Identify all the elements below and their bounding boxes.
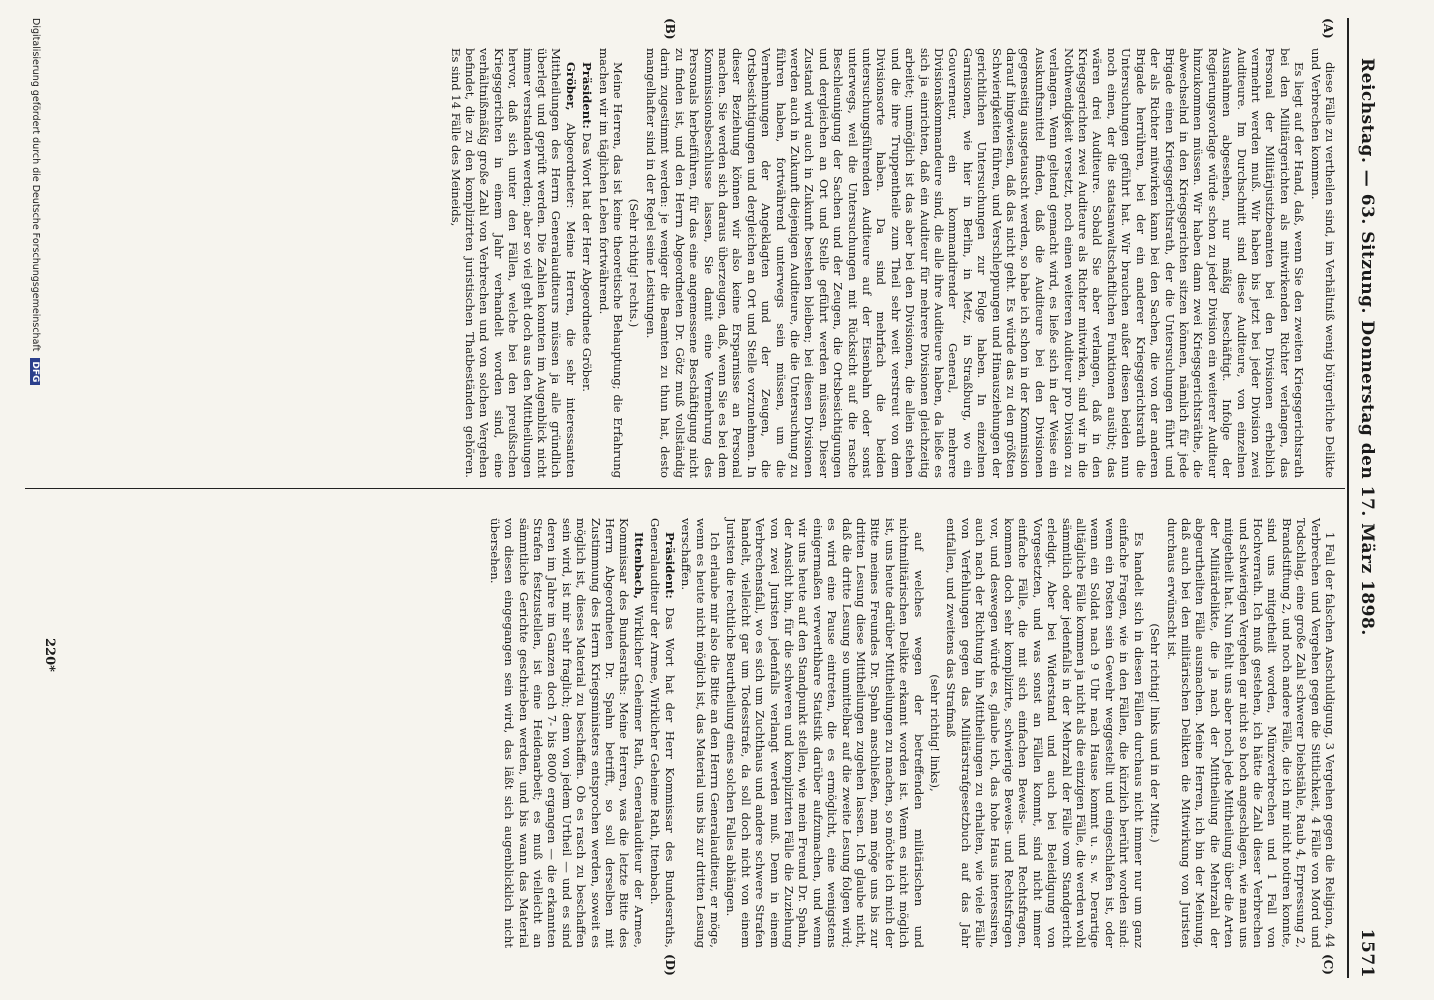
speech-text: Das Wort hat der Herr Abgeordnete Gröber.: [580, 128, 595, 392]
speaker-name: Präsident:: [662, 532, 677, 599]
speech-paragraph: [648, 518, 677, 948]
margin-mark-a: (A): [1321, 18, 1335, 39]
digitization-note: [30, 18, 41, 978]
paragraph: Es liegt auf der Hand, daß, wenn Sie den zweiten Kriegsgerichtsrath bei den Militärgerichten als mitwirkenden Richter verlangen, das Personal der Militärjustizbeamten bei den Divisionen erheblich vermehrt werden muß. Wir haben bis jetzt bei jeder Division zwei Auditeure. Im Durchschnitt sind diese Auditeure, von einzelnen Ausnahmen abgesehen, nur mäßig beschäftigt. Infolge der Regierungsvorlage würde schon zu jeder Division ein weiterer Auditeur hinzukommen müssen. Wir haben dann zwei Kriegsgerichtsräthe, die abwechselnd in den Kriegsgerichten sitzen können, nämlich für jede Brigade einen Kriegsgerichtsrath, der die Untersuchungen führt und der als Richter mitwirken kann bei den Sachen, die von der anderen Brigade herrühren, bei der ein anderer Kriegsgerichtsrath die Untersuchungen geführt hat. Wir brauchen außer diesen beiden nun noch einen, der die staatsanwaltschaftlichen Funktionen ausübt; das wären drei Auditeure. Sobald Sie aber verlangen, daß in den Kriegsgerichten zwei Auditeure als Richter mitwirken, sind wir in die Nothwendigkeit versetzt, noch einen weiteren Auditeur pro Division zu verlangen. Wenn geltend gemacht wird, es ließe sich in der Weise ein Auskunftsmittel finden, daß die Auditeure bei den Divisionen gegenseitig ausgetauscht werden, so habe ich schon in der Kommission darauf hingewiesen, daß das nicht geht. Es würde das zu den größten Schwierigkeiten führen, und Verschleppungen und Hinausziehungen der gerichtlichen Untersuchungen zur Folge haben. In einzelnen Garnisonen, wie hier in Berlin, in Metz, in Straßburg, wo ein Gouverneur, ein kommandirender General, mehrere Divisionskommandeure sind, die alle ihre Auditeure haben, da ließe es sich ja einrichten, daß ein Auditeur für mehrere Divisionen gleichzeitig arbeitet; unmöglich ist das aber bei den Divisionen, die allein stehen und die ihre Truppentheile zum Theil sehr weit verstreut von dem Divisionsorte haben. Da sind mehrfach die beiden untersuchungsführenden Auditeure auf der Eisenbahn oder sonst unterwegs, weil die Untersuchungen mit Rücksicht auf die rasche Beschleunigung der Sachen und der Zeugen, die Ortsbesichtigungen und dergleichen an Ort und Stelle geführt werden müssen. Dieser Zustand wird auch in Zukunft bestehen bleiben; bei diesen Divisionen werden auch in Zukunft diejenigen Auditeure, die die Untersuchung zu führen haben, fortwährend unterwegs sein müssen, um die Vernehmungen der Angeklagten und der Zeugen, die Ortsbesichtigungen und dergleichen an Ort und Stelle vorzunehmen. In dieser Beziehung können wir also keine Ersparnisse an Personal machen. Sie werden sich daraus überzeugen, daß, wenn Sie es bei dem Kommissionsbeschlusse lassen, Sie damit eine Vermehrung des Personals herbeiführen, für das eine angemessene Beschäftigung nicht zu finden ist, und den Herrn Abgeordneten Dr. Götz muß vollständig darin zugestimmt werden: je weniger die Beamten zu thun hat, desto mangelhafter sind in der Regel seine Leistungen.: [643, 48, 1307, 478]
paragraph: Ich erlaube mir also die Bitte an den Herrn Generalauditeur, er möge, wenn es heute nicht möglich ist, das Material uns bis zur dritten Lesung verschaffen.: [679, 518, 722, 948]
speaker-name: Ittenbach,: [631, 532, 646, 600]
interjection: (Sehr richtig! rechts.): [627, 198, 642, 328]
speaker-name: Gröber,: [563, 62, 578, 111]
speaker-name: Präsident:: [580, 62, 595, 129]
header-title: Reichstag. — 63. Sitzung. Donnerstag den 17. März 1898.: [1357, 58, 1377, 636]
margin-mark-b: (B): [663, 18, 677, 40]
speech-paragraph: [580, 48, 594, 478]
interjection: (Sehr richtig! links und in der Mitte.): [1148, 623, 1163, 843]
speech-text: Wirklicher Geheimer Rath, Generalauditeur der Armee, Kommissar des Bundesraths: Meine Herren, was die letzte Bitte des Herrn Abgeordneten Dr. Spahn betrifft, so soll derselben mit Zustimmung des Herrn Kriegsministers entsprochen werden, soweit es möglich ist, dieses Material zu beschaffen. Ob es rasch zu beschaffen sein wird, ist mir sehr fraglich; denn von jedem Urtheil — und es sind deren im Jahre im Ganzen doch 7- bis 8000 ergangen — die erkannten Strafen festzustellen, ist eine Heidenarbeit; es muß vielleicht an sämmtliche Gerichte geschrieben werden, und bis wann das Material von diesen eingegangen sein wird, das läßt sich augenblicklich nicht übersehen.: [487, 518, 646, 948]
interjection: (sehr richtig! links),: [928, 674, 943, 792]
header-page-number: 1571: [1357, 928, 1377, 978]
footer-page-number: 220*: [42, 638, 57, 672]
paragraph: Meine Herren, das ist keine theoretische Behauptung; die Erfahrung machen wir im täglichen Leben fortwährend.: [596, 48, 626, 478]
speech-text: Abgeordneter: Meine Herren, die sehr interessanten Mittheilungen des Herrn Generalauditeurs müssen ja alle gründlich überlegt und geprüft werden. Die Zahlen konnten im Augenblick nicht immer verstanden werden; aber so viel geht doch aus den Mittheilungen hervor, daß sich unter den Fällen, welche bei den preußischen Kriegsgerichten in einem Jahr verhandelt worden sind, eine verhältnißmäßig große Zahl von Verbrechen und von solchen Vergehen befindet, die zu den komplizirten juristischen Thatbeständen gehören. Es sind 14 Fälle des Meineids,: [448, 48, 578, 478]
paragraph: Es handelt sich in diesen Fällen durchaus nicht immer nur um ganz einfache Fragen, wie in den Fällen, die kürzlich berührt worden sind: wenn ein Posten sein Gewehr weggestellt und eingeschlafen ist, oder wenn ein Soldat nach 9 Uhr nach Hause kommt u. s. w. Derartige alltägliche Fälle kommen ja nicht als die einzigen Fälle, die werden wohl sämmtlich oder jedenfalls in der Mehrzahl der Fälle vom Standgericht erledigt. Aber bei Widerstand und auch bei Beleidigung von Vorgesetzten, und was sonst an Fällen kommt, sind nicht immer einfache Fälle, die mit sich einfachen Beweis- und Rechtsfragen, kommen doch sehr komplizirte, schwierige Beweis- und Rechtsfragen vor, und deswegen würde es, glaube ich, das hohe Haus interessiren, auch nach der Richtung hin Mittheilungen zu erhalten, wie viele Fälle von Verfehlungen gegen das Militärstrafgesetzbuch auf das Jahr entfallen, und zweitens das Strafmaß: [944, 518, 1146, 948]
left-column: [446, 48, 1337, 478]
margin-mark-d: (D): [663, 954, 677, 976]
speech-text: Das Wort hat der Herr Kommissar des Bundesraths, Generalauditeur der Armee, Wirklicher Geheime Rath, Ittenbach.: [648, 518, 677, 948]
speech-paragraph: [448, 48, 578, 478]
paragraph: 1 Fall der falschen Anschuldigung, 3 Vergehen gegen die Religion, 44 Verbrechen und Vergehen gegen die Sittlichkeit, 4 Fälle von Mord und Todschlag, eine große Zahl schwerer Diebstähle, Raub 4, Erpressung 2, Brandstiftung 2, und noch andere Fälle, die ich mir nicht notiren konnte, sind uns mitgetheilt worden, Münzverbrechen und 1 Fall von Hochverrath. Ich muß gestehen, ich hätte die Zahl dieser Verbrechen und schwierigen Vergehen gar nicht so hoch angeschlagen, wie man uns mitgetheilt hat. Nun fehlt uns aber noch jede Mittheilung über die Arten der Militärdelikte, die ja nach der Mittheilung die Mehrzahl der abgeurtheilten Fälle ausmachen. Meine Herren, ich bin der Meinung, daß auch bei den militärischen Delikten die Mitwirkung von Juristen durchaus erwünscht ist.: [1164, 518, 1337, 948]
margin-mark-c: (C): [1321, 954, 1335, 975]
dfg-logo: DFG: [30, 358, 40, 385]
speech-paragraph: [487, 518, 645, 948]
paragraph: diese Fälle zu vertheilen sind, im Verhältniß wenig bürgerliche Delikte und Verbrechen kommen.: [1308, 48, 1337, 478]
column-divider: [25, 488, 1345, 489]
right-column: [485, 518, 1337, 948]
digitization-text: Digitalisierung gefördert durch die Deutsche Forschungsgemeinschaft: [30, 18, 41, 352]
document-page: [15, 18, 1385, 978]
paragraph: auf welches wegen der betreffenden militärischen und nichtmilitärischen Delikte erkannt worden ist. Wenn es nicht möglich ist, uns heute darüber Mittheilungen zu machen, so möchte ich mich der Bitte meines Freundes Dr. Spahn anschließen, man möge uns bis zur dritten Lesung diese Mittheilungen zugehen lassen. Ich glaube nicht, daß die dritte Lesung so unmittelbar auf die zweite Lesung folgen wird; es wird eine Pause eintreten, die es ermöglicht, eine wenigstens einigermaßen verwerthbare Statistik darüber aufzumachen, und wenn wir uns heute auf den Standpunkt stellen, wie mein Freund Dr. Spahn, der Ansicht bin, für die schweren und komplizirten Fälle die Zuziehung von zwei Juristen jedenfalls verlangt werden muß. Denn in einem Verbrechensfall, wo es sich um Zuchthaus und andere schwere Strafen handelt, vielleicht gar um Todesstrafe, da soll doch nicht von einem Juristen die rechtliche Beurtheilung eines solchen Falles abhängen.: [724, 518, 926, 948]
page-header: [1347, 18, 1385, 978]
